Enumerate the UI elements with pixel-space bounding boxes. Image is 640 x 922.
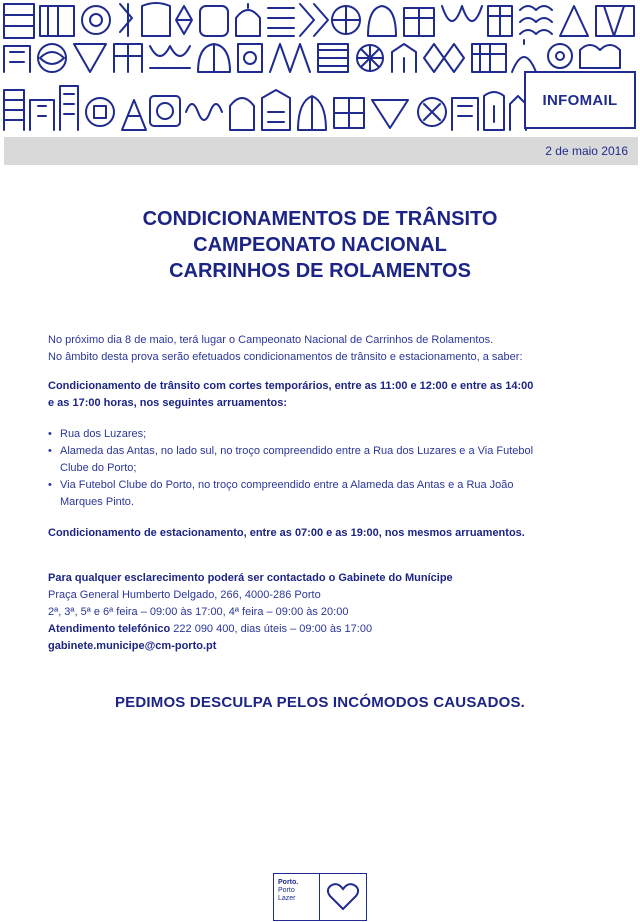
street-item-text-cont: Marques Pinto. [60,496,134,508]
intro-line-2: No âmbito desta prova serão efetuados condicionamentos de trânsito e estacionamento, a saber: [48,351,523,363]
logo-line-3: Lazer [278,895,296,902]
title-line-3: CARRINHOS DE ROLAMENTOS [169,260,471,282]
contact-hours: 2ª, 3ª, 5ª e 6ª feira – 09:00 às 17:00, 4ª feira – 09:00 às 20:00 [48,606,349,618]
title-line-1: CONDICIONAMENTOS DE TRÂNSITO [142,208,498,230]
list-item [48,426,596,443]
date-bar [4,137,638,165]
porto-lazer-logo [273,873,367,921]
street-item-text: Alameda das Antas, no lado sul, no troço compreendido entre a Rua dos Luzares e a Via Futebol [60,445,534,457]
street-item-text: Rua dos Luzares; [60,428,147,440]
list-item [48,443,596,477]
intro-line-1: No próximo dia 8 de maio, terá lugar o Campeonato Nacional de Carrinhos de Rolamentos. [48,334,494,346]
traffic-line-2: e as 17:00 horas, nos seguintes arruamentos: [48,397,288,409]
parking-restriction-paragraph: Condicionamento de estacionamento, entre as 07:00 e as 19:00, nos mesmos arruamentos. [48,527,525,539]
heart-icon [320,874,366,920]
street-item-text-cont: Clube do Porto; [60,462,137,474]
street-list [48,426,596,511]
logo-text [274,874,320,920]
contact-block [48,570,596,655]
traffic-line-1: Condicionamento de trânsito com cortes temporários, entre as 11:00 e 12:00 e entre as 14:00 [48,380,534,392]
title-line-2: CAMPEONATO NACIONAL [193,234,447,256]
logo-line-1: Porto. [278,879,299,886]
street-item-text: Via Futebol Clube do Porto, no troço compreendido entre a Alameda das Antas e a Rua João [60,479,514,491]
document-title [0,206,640,284]
publication-date: 2 de maio 2016 [545,144,628,158]
contact-phone [48,621,596,638]
document-body [48,332,596,655]
contact-email-link[interactable]: gabinete.municipe@cm-porto.pt [48,640,217,652]
contact-address: Praça General Humberto Delgado, 266, 4000-286 Porto [48,589,321,601]
phone-value: 222 090 400, dias úteis – 09:00 às 17:00 [170,623,373,635]
list-item [48,477,596,511]
phone-label: Atendimento telefónico [48,623,171,635]
apology-message: PEDIMOS DESCULPA PELOS INCÓMODOS CAUSADOS. [114,694,526,711]
intro-paragraph [48,332,596,366]
contact-heading: Para qualquer esclarecimento poderá ser contactado o Gabinete do Munícipe [48,572,453,584]
logo-line-2: Porto [278,887,295,894]
traffic-restriction-paragraph [48,378,596,412]
infomail-badge: INFOMAIL [524,71,636,129]
